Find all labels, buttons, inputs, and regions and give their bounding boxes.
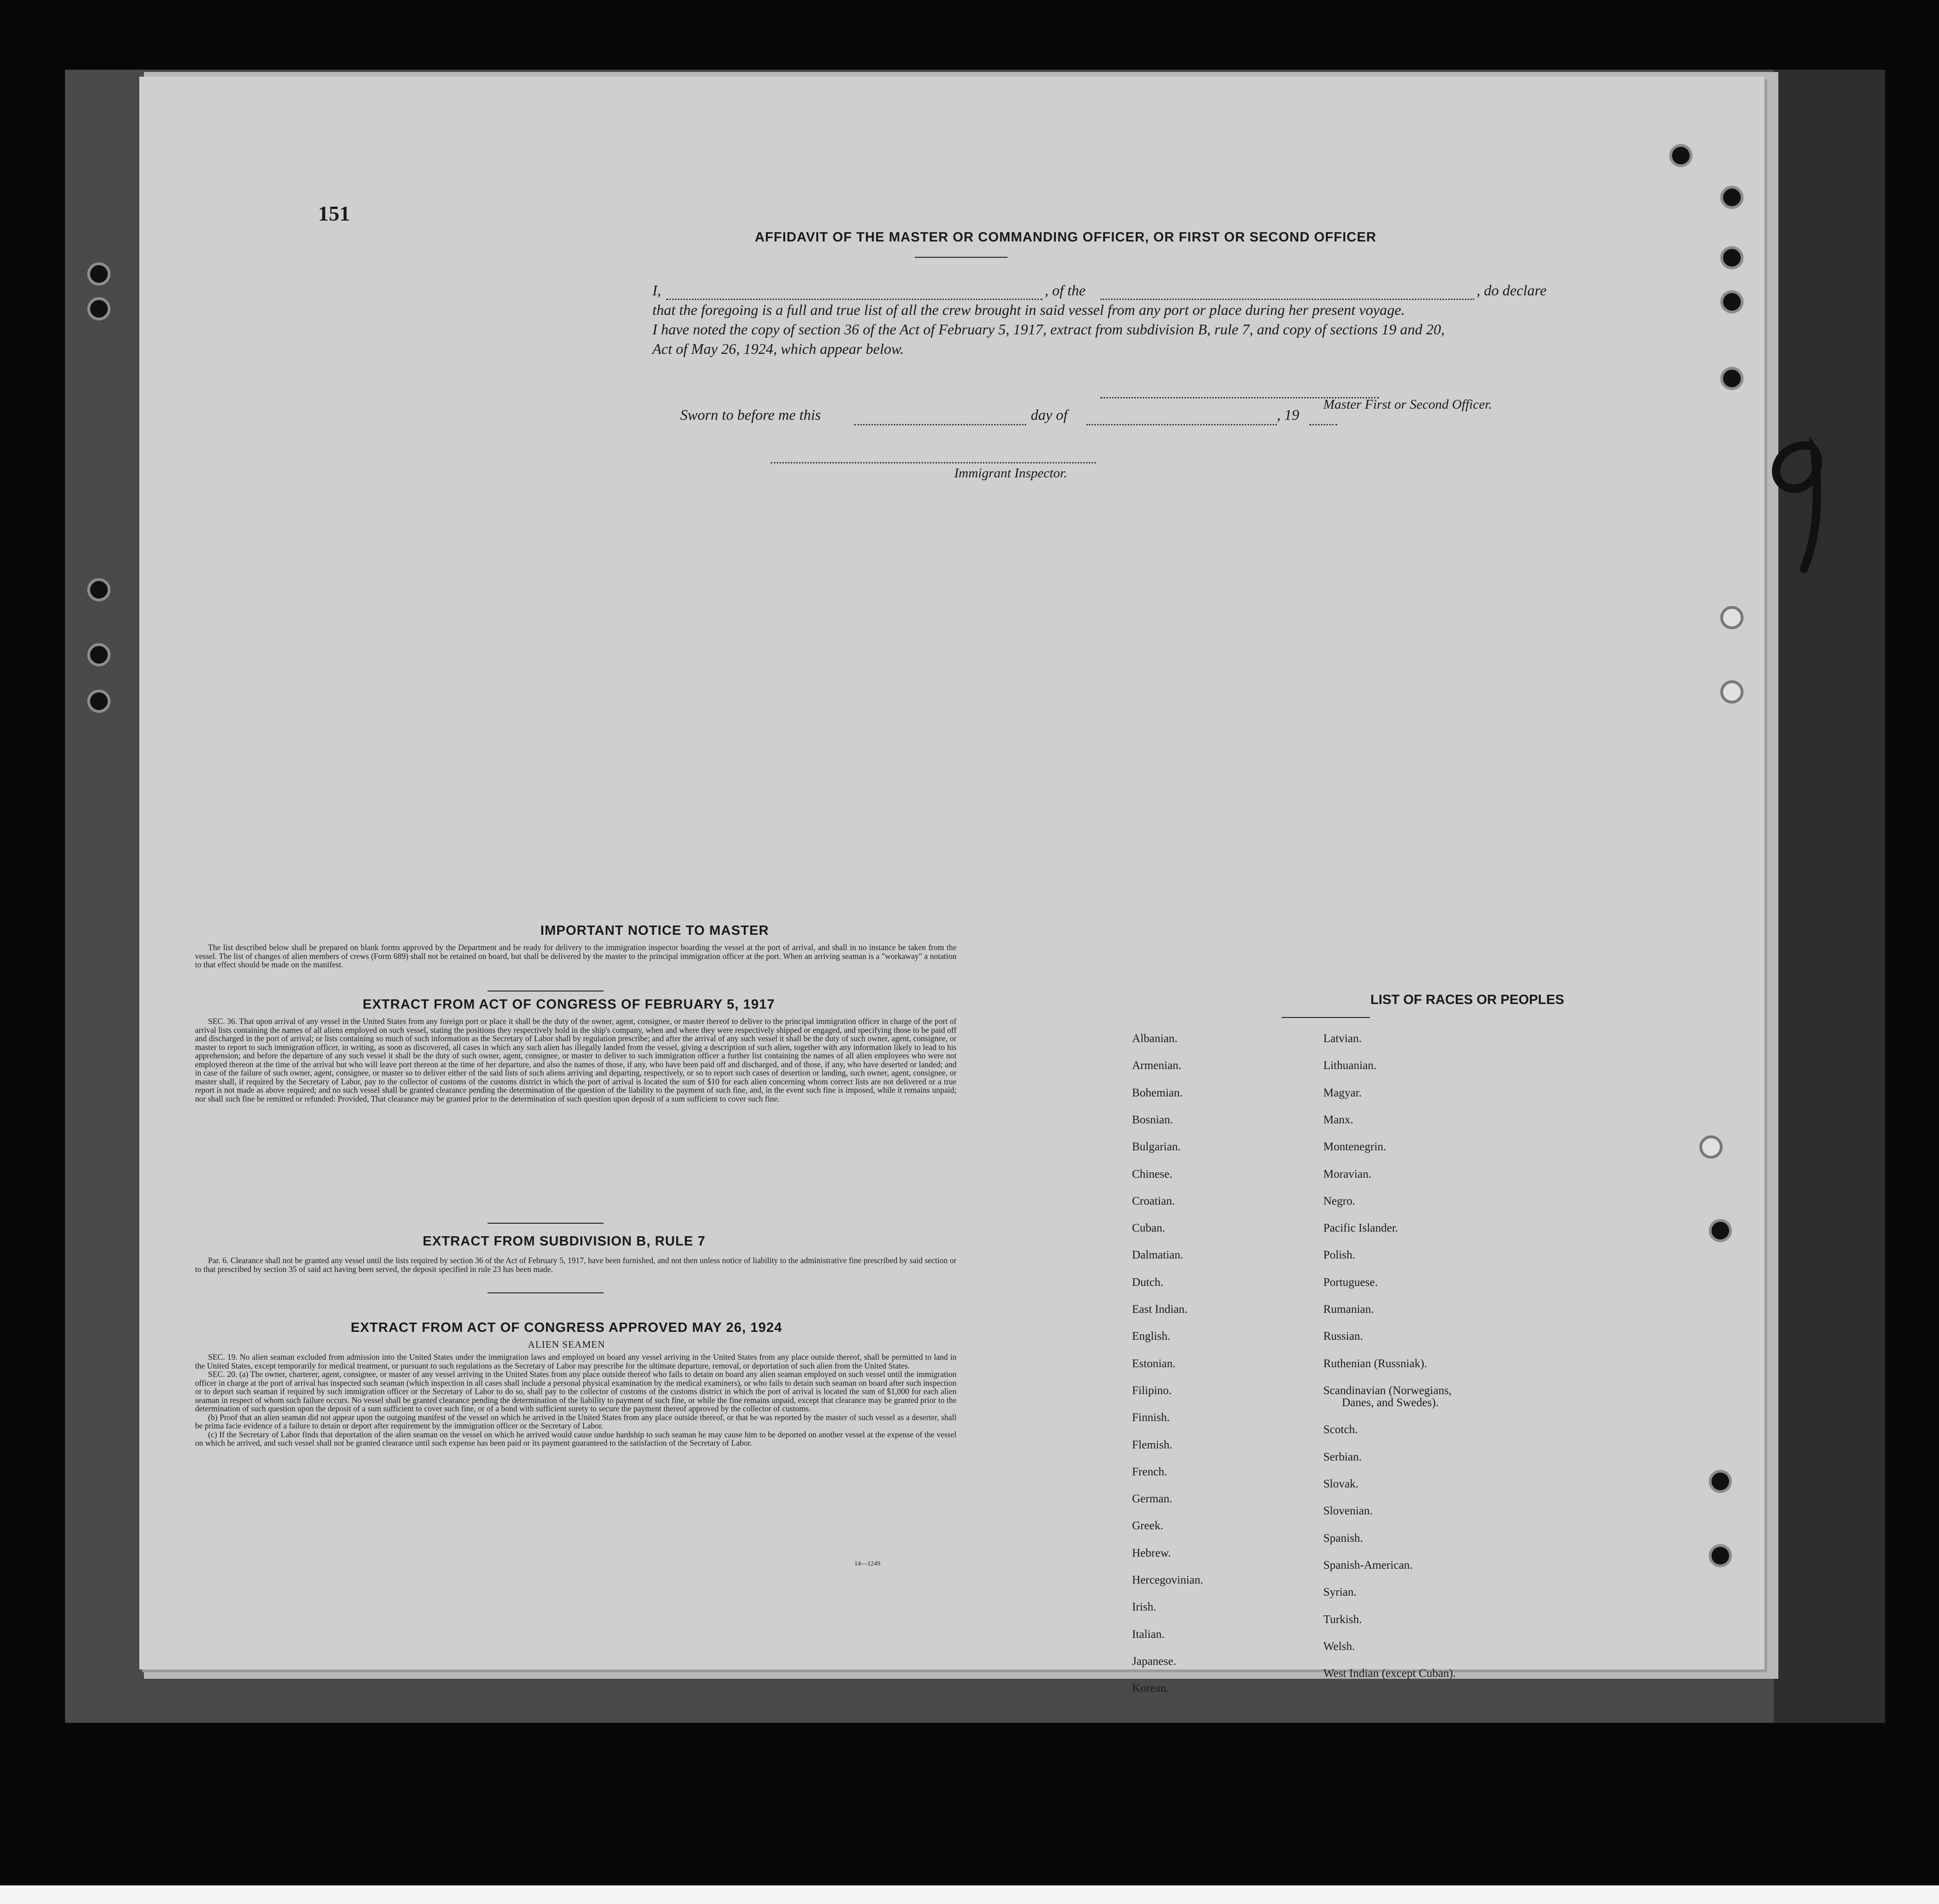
race-entry: Bosnian. (1132, 1113, 1173, 1126)
race-entry: Estonian. (1132, 1357, 1176, 1370)
race-entry: Cuban. (1132, 1222, 1165, 1235)
race-entry: Scandinavian (Norwegians, (1323, 1384, 1452, 1397)
race-entry: Bulgarian. (1132, 1141, 1181, 1154)
race-entry: Moravian. (1323, 1167, 1372, 1180)
page-hole (1669, 144, 1692, 167)
notice-text: The list described below shall be prepared on blank forms approved by the Department and be ready for delivery to the immigration inspector boarding the vessel at the port of arrival, and shall in no instance be taken from the vessel. The list of changes of alien members of crews (Form 689) shall not be retained on board, but shall be delivered by the master to the principal immigration officer at the port. When an arriving seaman is a "workaway" a notation to that effect should be made on the manifest. (195, 943, 956, 969)
form-number: 14—1249 (854, 1560, 880, 1567)
affidavit-line-3: I have noted the copy of section 36 of the Act of February 5, 1917, extract from subdivision B, rule 7, and copy of sections 19 and 20, (652, 321, 1445, 338)
page-hole (1699, 1135, 1723, 1159)
race-entry: Slovak. (1323, 1478, 1359, 1491)
binder-hole (87, 643, 111, 666)
rule7-body (195, 1256, 956, 1273)
binder-hole (87, 578, 111, 601)
race-entry: Albanian. (1132, 1032, 1178, 1045)
inspector-caption: Immigrant Inspector. (954, 466, 1067, 481)
master-caption: Master First or Second Officer. (1323, 397, 1492, 412)
vessel-blank (1100, 299, 1474, 300)
extract-1924-body (195, 1353, 956, 1448)
race-entry: Greek. (1132, 1519, 1164, 1532)
page-hole (1720, 606, 1744, 629)
name-blank (666, 299, 1042, 300)
year-blank (1309, 424, 1337, 425)
divider (488, 1223, 604, 1224)
race-entry: Slovenian. (1323, 1505, 1373, 1518)
alien-seamen-subtitle: ALIEN SEAMEN (527, 1339, 605, 1350)
page-number: 151 (318, 202, 350, 225)
race-entry: Finnish. (1132, 1411, 1170, 1424)
race-entry: Montenegrin. (1323, 1141, 1386, 1154)
race-entry: French. (1132, 1465, 1167, 1478)
race-entry: Portuguese. (1323, 1276, 1378, 1289)
day-blank (854, 424, 1026, 425)
divider (488, 1292, 604, 1293)
page-hole (1720, 186, 1744, 209)
crew-list-back-page (139, 77, 1764, 1695)
race-entry: Danes, and Swedes). (1342, 1396, 1439, 1409)
sworn-prefix: Sworn to before me this (680, 406, 821, 423)
race-entry: Manx. (1323, 1113, 1353, 1126)
race-entry: Hercegovinian. (1132, 1574, 1204, 1586)
page-hole (1720, 680, 1744, 704)
extract-1924-title: EXTRACT FROM ACT OF CONGRESS APPROVED MAY 26, 1924 (351, 1320, 782, 1335)
race-entry: Irish. (1132, 1601, 1157, 1614)
race-entry: East Indian. (1132, 1303, 1188, 1316)
race-entry: West Indian (except Cuban). (1323, 1667, 1456, 1680)
affidavit-line-1 (652, 282, 1558, 299)
binder-hole (87, 297, 111, 320)
par6-text: Par. 6. Clearance shall not be granted any vessel until the lists required by section 36 of the Act of February 5, 1917, have been furnished, and not then unless notice of liability to the administrative fine prescribed by said section or to that prescribed by section 35 of said act having been served, the deposit specified in rule 23 has been made. (195, 1256, 956, 1274)
affidavit-title: AFFIDAVIT OF THE MASTER OR COMMANDING OFFICER, OR FIRST OR SECOND OFFICER (755, 230, 1377, 245)
races-title: LIST OF RACES OR PEOPLES (1370, 992, 1564, 1007)
binder-spine (1774, 70, 1885, 1723)
race-entry: Korean. (1132, 1682, 1169, 1695)
race-entry: Japanese. (1132, 1655, 1177, 1668)
page-hole (1709, 1219, 1732, 1242)
section-20b-text: (b) Proof that an alien seaman did not appear upon the outgoing manifest of the vessel on which he arrived in the United States from any place outside thereof, or that he was reported by the master of such vessel as a deserter, shall be prima facie evidence of a failure to detain or deport after requirement by the immigration officer or the Secretary of Labor. (195, 1412, 956, 1430)
race-entry: English. (1132, 1330, 1171, 1343)
race-entry: Ruthenian (Russniak). (1323, 1357, 1427, 1370)
race-entry: Welsh. (1323, 1640, 1355, 1653)
race-entry: Italian. (1132, 1628, 1165, 1641)
race-entry: Armenian. (1132, 1059, 1182, 1072)
race-entry: Russian. (1323, 1330, 1363, 1343)
race-entry: Magyar. (1323, 1086, 1362, 1099)
race-entry: Scotch. (1323, 1423, 1358, 1436)
race-entry: Rumanian. (1323, 1303, 1374, 1316)
section-20c-text: (c) If the Secretary of Labor finds that deportation of the alien seaman on the vessel on which he arrived would cause undue hardship to such seaman he may cause him to be deported on another vessel at the expense of the vessel on which he arrived, and such vessel shall not be granted clearance until such expense has been paid or its payment guaranteed to the satisfaction of the Secretary of Labor. (195, 1429, 956, 1448)
notice-title: IMPORTANT NOTICE TO MASTER (540, 923, 769, 938)
race-entry: Syrian. (1323, 1586, 1357, 1599)
month-blank (1087, 424, 1277, 425)
sworn-line (680, 406, 821, 424)
extract-1917-title: EXTRACT FROM ACT OF CONGRESS OF FEBRUARY 5, 1917 (362, 997, 775, 1012)
page-hole (1709, 1544, 1732, 1567)
affidavit-line-2: that the foregoing is a full and true list of all the crew brought in said vessel from any port or place during her present voyage. (652, 301, 1405, 318)
extract-1917-body (195, 1017, 956, 1103)
race-entry: Croatian. (1132, 1194, 1175, 1207)
race-entry: Bohemian. (1132, 1086, 1183, 1099)
race-entry: Turkish. (1323, 1613, 1362, 1626)
affidavit-of-the: , of the (1045, 282, 1086, 299)
race-entry: Hebrew. (1132, 1546, 1171, 1559)
section-19-text: SEC. 19. No alien seaman excluded from admission into the United States under the immigration laws and employed on board any vessel arriving in the United States from any place outside thereof, shall be permitted to land in the United States, except temporarily for medical treatment, or pursuant to such regulations as the Secretary of Labor may prescribe for the ultimate departure, removal, or deportation of such alien from the United States. (195, 1352, 956, 1370)
race-entry: Polish. (1323, 1249, 1355, 1262)
race-entry: Spanish-American. (1323, 1558, 1413, 1571)
page-hole (1720, 290, 1744, 313)
affidavit-i: I, (652, 282, 661, 299)
race-entry: Filipino. (1132, 1384, 1172, 1397)
page-hole (1709, 1470, 1732, 1493)
race-entry: Flemish. (1132, 1438, 1172, 1451)
sworn-year: , 19 (1277, 406, 1299, 423)
binder-hole (87, 690, 111, 713)
divider (1282, 1017, 1370, 1018)
affidavit-line-4: Act of May 26, 1924, which appear below. (652, 340, 904, 357)
binder-hole (87, 262, 111, 286)
race-entry: Dutch. (1132, 1276, 1164, 1289)
rule7-title: EXTRACT FROM SUBDIVISION B, RULE 7 (423, 1234, 706, 1249)
race-entry: Negro. (1323, 1194, 1355, 1207)
page-hole (1720, 246, 1744, 269)
race-entry: Latvian. (1323, 1032, 1362, 1045)
page-hole (1720, 367, 1744, 390)
sworn-day-of: day of (1031, 406, 1068, 423)
race-entry: Pacific Islander. (1323, 1222, 1399, 1235)
divider (915, 257, 1008, 258)
handwritten-mark (1760, 437, 1834, 576)
race-entry: Dalmatian. (1132, 1249, 1184, 1262)
race-entry: Serbian. (1323, 1450, 1362, 1463)
section-36-text: SEC. 36. That upon arrival of any vessel in the United States from any foreign port or place it shall be the duty of the owner, agent, consignee, or master thereof to deliver to the principal immigration officer in charge of the port of arrival lists containing the names of all aliens employed on such vessel, stating the positions they respectively hold in the ship's company, when and where they were respectively shipped or engaged, and specifying those to be paid off and discharged in the port of arrival; or lists containing so much of such information as the Secretary of Labor shall by regulation prescribe; and after the arrival of any such vessel it shall be the duty of such owner, agent, consignee, or master to report to such immigration officer, in writing, as soon as discovered, all cases in which any such alien has illegally landed from the vessel, giving a description of such alien, together with any information likely to lead to his apprehension; and before the departure of any such vessel it shall be the duty of such owner, agent, consignee, or master to deliver to such immigration officer a further list containing the names of all alien employees who were not employed thereon at the time of the arrival but who will leave port thereon at the time of her departure, and also the names of those, if any, who have been paid off and discharged, and of those, if any, who have deserted or landed; and in case of the failure of such owner, agent, consignee, or master so to deliver either of the said lists of such aliens arriving and departing, respectively, or so to report such cases of desertion or landing, such owner, agent, consignee, or master shall, if required by the Secretary of Labor, pay to the collector of customs of the customs district in which the port of arrival is located the sum of $10 for each alien concerning whom correct lists are not delivered or a true report is not made as above required; and no such vessel shall be granted clearance pending the determination of the question of the liability to the payment of such fine, and, in the event such fine is imposed, while it remains unpaid; nor shall such fine be remitted or refunded: Provided, That clearance may be granted prior to the determination of such question upon deposit of a sum sufficient to cover such fine. (195, 1017, 956, 1103)
race-entry: Spanish. (1323, 1532, 1363, 1545)
race-entry: Chinese. (1132, 1167, 1172, 1180)
affidavit-declare: , do declare (1477, 282, 1547, 299)
notice-body (195, 943, 956, 969)
race-entry: German. (1132, 1493, 1172, 1506)
inspector-signature-blank (771, 462, 1096, 463)
section-20a-text: SEC. 20. (a) The owner, charterer, agent, consignee, or master of any vessel arriving in the United States from any place outside thereof who fails to detain on board any alien seaman employed on such vessel until the immigration officer in charge at the port of arrival has inspected such seaman (which inspection in all cases shall include a personal physical examination by the medical examiners), or who fails to detain such seaman on board after such inspection or to deport such seaman if required by such immigration officer or the Secretary of Labor to do so, shall pay to the collector of customs of the customs district in which the port of arrival is located the sum of $1,000 for each alien seaman in respect of whom such failure occurs. No vessel shall be granted clearance pending the determination of the liability to payment of such fine, or while the fine remains unpaid, except that clearance may be granted prior to the determination of such question upon the deposit of a sum sufficient to cover such fine, or of a bond with sufficient surety to secure the payment thereof approved by the collector of customs. (195, 1369, 956, 1413)
race-entry: Lithuanian. (1323, 1059, 1377, 1072)
